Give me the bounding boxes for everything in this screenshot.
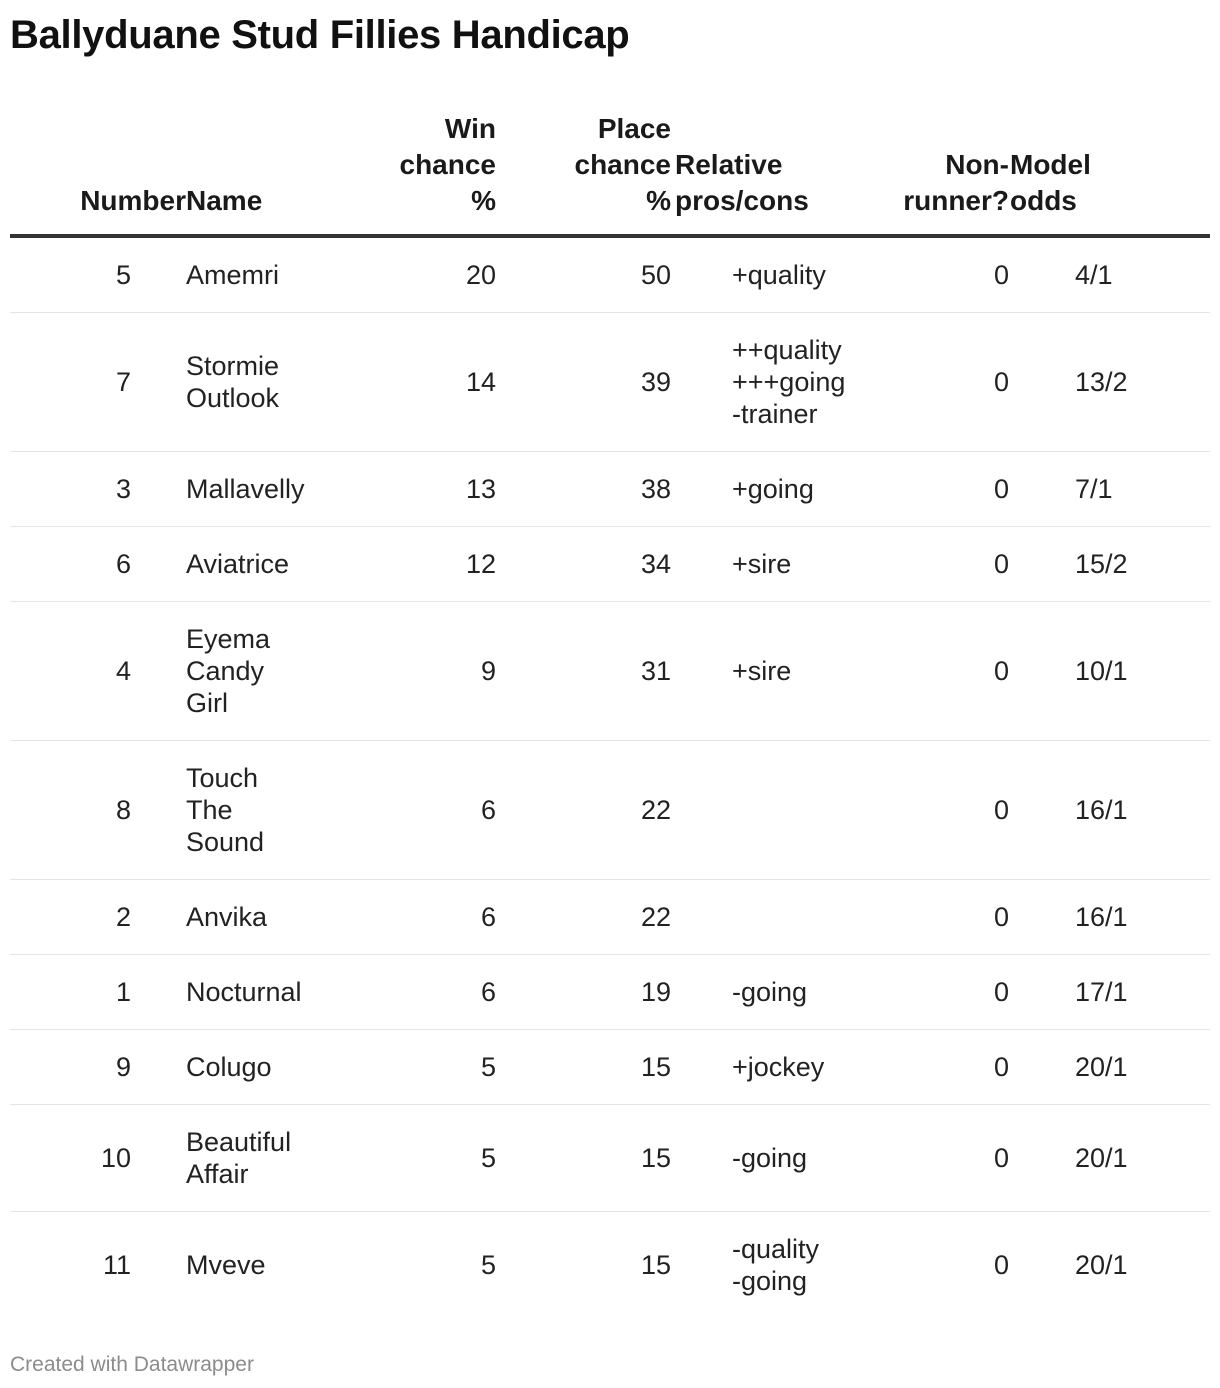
cell-number: 5 [10,236,186,313]
cell-rel [675,1212,875,1319]
cell-number: 1 [10,955,186,1030]
cell-name [186,880,370,955]
data-table [10,111,1210,1318]
cell-number: 8 [10,741,186,880]
cell-odds: 20/1 [1010,1030,1210,1105]
cell-name-line: Mveve [186,1250,266,1280]
cell-rel [675,1105,875,1212]
cell-name-line: Eyema [186,624,271,654]
column-header-line: Place [597,113,671,144]
cell-win: 6 [370,880,500,955]
cell-rel-line: ++quality [732,335,842,365]
cell-nr: 0 [875,1105,1010,1212]
chart-title: Ballyduane Stud Fillies Handicap [10,13,630,57]
cell-name-line: Touch [186,763,259,793]
table-header [10,111,1210,236]
cell-name [186,1030,370,1105]
column-header-line: pros/cons [675,185,809,216]
cell-rel [675,1030,875,1105]
cell-number: 7 [10,313,186,452]
cell-nr: 0 [875,602,1010,741]
cell-name-line: Nocturnal [186,977,302,1007]
cell-nr: 0 [875,880,1010,955]
cell-name [186,452,370,527]
cell-number: 10 [10,1105,186,1212]
cell-number: 3 [10,452,186,527]
column-header-number [10,111,186,236]
cell-nr: 0 [875,236,1010,313]
cell-number: 2 [10,880,186,955]
cell-odds: 20/1 [1075,1250,1128,1280]
cell-name-line: Amemri [186,260,279,290]
cell-place: 39 [500,313,675,452]
table-row [10,452,1210,527]
cell-place: 22 [500,880,675,955]
cell-nr: 0 [993,1250,1009,1280]
cell-win: 14 [370,313,500,452]
cell-rel [675,602,875,741]
cell-nr: 0 [875,452,1010,527]
cell-win: 9 [370,602,500,741]
column-header-line: Non- [945,149,1009,180]
footer-credit: Created with Datawrapper [10,1353,254,1376]
column-header-line: Model [1010,149,1091,180]
cell-rel [675,880,875,955]
table-row [10,1212,1210,1319]
cell-name-line: Candy [186,656,265,686]
cell-name [186,1212,370,1319]
column-header-rel [675,111,875,236]
cell-number: 6 [10,527,186,602]
column-header-line: odds [1010,185,1077,216]
cell-place: 15 [640,1250,671,1280]
cell-rel-line: +jockey [732,1052,825,1082]
column-header-line: % [471,185,496,216]
cell-rel [675,527,875,602]
cell-name-line: Mallavelly [186,474,305,504]
table-row [10,527,1210,602]
cell-rel [675,955,875,1030]
cell-name-line: Colugo [186,1052,272,1082]
cell-win: 13 [370,452,500,527]
cell-number: 9 [10,1030,186,1105]
cell-name-line: Affair [186,1159,249,1189]
cell-win: 6 [370,955,500,1030]
cell-name [186,313,370,452]
table-row [10,1030,1210,1105]
cell-name-line: Girl [186,688,228,718]
column-header-win [370,111,500,236]
cell-odds: 17/1 [1010,955,1210,1030]
cell-number: 11 [102,1250,131,1280]
cell-win: 20 [370,236,500,313]
cell-odds: 15/2 [1010,527,1210,602]
column-header-line: Name [186,185,263,216]
cell-nr: 0 [875,313,1010,452]
cell-rel [675,741,875,880]
column-header-place [500,111,675,236]
column-header-odds [1010,111,1210,236]
cell-rel [675,452,875,527]
cell-rel [675,236,875,313]
cell-odds: 16/1 [1010,741,1210,880]
column-header-line: Win [444,113,496,144]
column-header-nr [875,111,1010,236]
cell-name [186,236,370,313]
table-row [10,955,1210,1030]
cell-name-line: Sound [186,827,265,857]
cell-place: 50 [500,236,675,313]
cell-odds: 4/1 [1010,236,1210,313]
cell-place: 34 [500,527,675,602]
cell-win: 5 [370,1030,500,1105]
cell-nr: 0 [875,527,1010,602]
cell-place: 22 [500,741,675,880]
table-row [10,313,1210,452]
cell-rel-line: -trainer [732,399,818,429]
cell-nr: 0 [875,741,1010,880]
column-header-line: Number [80,185,186,216]
cell-rel-line: -going [732,977,808,1007]
cell-rel-line: +quality [732,260,826,290]
table-row [10,602,1210,741]
cell-name-line: Outlook [186,383,280,413]
cell-name-line: Stormie [186,351,280,381]
cell-name [186,1105,370,1212]
column-header-line: % [646,185,671,216]
cell-place: 19 [500,955,675,1030]
table-row [10,236,1210,313]
cell-rel-line: +sire [732,656,792,686]
cell-name-line: Beautiful [186,1127,292,1157]
cell-win: 5 [370,1105,500,1212]
cell-name-line: Aviatrice [186,549,290,579]
table-row [10,1105,1210,1212]
cell-nr: 0 [875,955,1010,1030]
cell-odds: 16/1 [1010,880,1210,955]
column-header-line: chance [399,149,496,180]
cell-nr: 0 [875,1030,1010,1105]
cell-place: 38 [500,452,675,527]
cell-rel [675,313,875,452]
table-row [10,741,1210,880]
column-header-line: chance [574,149,671,180]
cell-rel-line: -quality [732,1234,820,1264]
cell-name [186,955,370,1030]
table-row [10,880,1210,955]
cell-win: 12 [370,527,500,602]
cell-odds: 20/1 [1010,1105,1210,1212]
table-body [10,236,1210,1318]
cell-odds: 10/1 [1010,602,1210,741]
column-header-line: runner? [903,185,1009,216]
cell-number: 4 [10,602,186,741]
cell-name [186,602,370,741]
cell-name [186,741,370,880]
cell-place: 15 [500,1030,675,1105]
cell-odds: 7/1 [1010,452,1210,527]
column-header-line: Relative [675,149,783,180]
cell-odds: 13/2 [1010,313,1210,452]
cell-name [186,527,370,602]
cell-rel-line: -going [732,1266,808,1296]
header-row [10,111,1210,236]
cell-rel-line: +sire [732,549,792,579]
cell-win: 5 [480,1250,496,1280]
cell-place: 31 [500,602,675,741]
cell-place: 15 [500,1105,675,1212]
cell-rel-line: -going [732,1143,808,1173]
column-header-name [186,111,370,236]
cell-win: 6 [370,741,500,880]
cell-rel-line: +going [732,474,814,504]
cell-name-line: Anvika [186,902,268,932]
cell-rel-line: +++going [732,367,846,397]
cell-name-line: The [186,795,233,825]
